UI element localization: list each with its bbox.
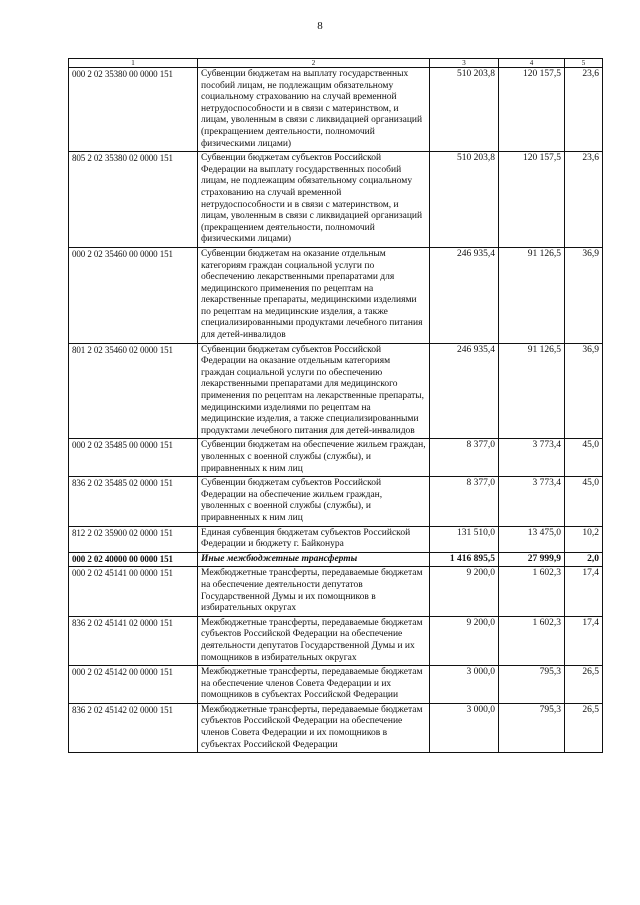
executed-amount-cell: 120 157,5 — [499, 152, 565, 248]
percent-cell: 45,0 — [565, 477, 603, 526]
plan-amount-cell: 246 935,4 — [430, 343, 499, 439]
plan-amount-cell: 3 000,0 — [430, 666, 499, 704]
percent-cell: 36,9 — [565, 247, 603, 343]
column-header-executed: 4 — [499, 59, 565, 68]
plan-amount-cell: 3 000,0 — [430, 703, 499, 752]
budget-code-cell: 000 2 02 40000 00 0000 151 — [69, 552, 198, 567]
budget-table — [68, 58, 603, 753]
budget-code-cell: 000 2 02 45141 00 0000 151 — [69, 567, 198, 616]
plan-amount-cell: 8 377,0 — [430, 477, 499, 526]
table-row — [69, 567, 603, 616]
table-row-total — [69, 552, 603, 567]
executed-amount-cell: 27 999,9 — [499, 552, 565, 567]
table-row — [69, 477, 603, 526]
executed-amount-cell: 3 773,4 — [499, 477, 565, 526]
description-cell: Субвенции бюджетам субъектов Российской Федерации на обеспечение жильем граждан, уволенных с военной службы (службы), и приравненных к ним лиц — [198, 477, 430, 526]
executed-amount-cell: 1 602,3 — [499, 616, 565, 665]
description-cell: Единая субвенция бюджетам субъектов Российской Федерации и бюджету г. Байконура — [198, 526, 430, 552]
executed-amount-cell: 795,3 — [499, 666, 565, 704]
percent-cell: 36,9 — [565, 343, 603, 439]
executed-amount-cell: 91 126,5 — [499, 247, 565, 343]
percent-cell: 23,6 — [565, 68, 603, 152]
table-row — [69, 247, 603, 343]
plan-amount-cell: 510 203,8 — [430, 68, 499, 152]
percent-cell: 17,4 — [565, 616, 603, 665]
description-cell: Межбюджетные трансферты, передаваемые бюджетам на обеспечение деятельности депутатов Государственной Думы и их помощников в избирательных округах — [198, 567, 430, 616]
description-cell: Субвенции бюджетам субъектов Российской Федерации на выплату государственных пособий лицам, не подлежащим обязательному социальному страхованию на случай временной нетрудоспособности и в связи с материнством, и лицам, уволенным в связи с ликвидацией организаций (прекращением деятельности, полномочий физическими лицами) — [198, 152, 430, 248]
description-cell: Межбюджетные трансферты, передаваемые бюджетам на обеспечение членов Совета Федерации и их помощников в субъектах Российской Федерации — [198, 666, 430, 704]
plan-amount-cell: 9 200,0 — [430, 567, 499, 616]
plan-amount-cell: 510 203,8 — [430, 152, 499, 248]
column-header-plan: 3 — [430, 59, 499, 68]
plan-amount-cell: 131 510,0 — [430, 526, 499, 552]
percent-cell: 26,5 — [565, 703, 603, 752]
budget-code-cell: 000 2 02 45142 00 0000 151 — [69, 666, 198, 704]
budget-code-cell: 836 2 02 45141 02 0000 151 — [69, 616, 198, 665]
percent-cell: 23,6 — [565, 152, 603, 248]
executed-amount-cell: 3 773,4 — [499, 439, 565, 477]
description-cell: Субвенции бюджетам на выплату государственных пособий лицам, не подлежащим обязательному социальному страхованию на случай временной нетрудоспособности и в связи с материнством, и лицам, уволенным в связи с ликвидацией организаций (прекращением деятельности, полномочий физическими лицами) — [198, 68, 430, 152]
table-row — [69, 152, 603, 248]
plan-amount-cell: 8 377,0 — [430, 439, 499, 477]
budget-code-cell: 801 2 02 35460 02 0000 151 — [69, 343, 198, 439]
description-cell: Межбюджетные трансферты, передаваемые бюджетам субъектов Российской Федерации на обеспечение членов Совета Федерации и их помощников в субъектах Российской Федерации — [198, 703, 430, 752]
table-row — [69, 666, 603, 704]
table-row — [69, 526, 603, 552]
table-row — [69, 439, 603, 477]
column-header-name: 2 — [198, 59, 430, 68]
percent-cell: 45,0 — [565, 439, 603, 477]
percent-cell: 10,2 — [565, 526, 603, 552]
executed-amount-cell: 91 126,5 — [499, 343, 565, 439]
executed-amount-cell: 1 602,3 — [499, 567, 565, 616]
budget-code-cell: 000 2 02 35460 00 0000 151 — [69, 247, 198, 343]
page-number: 8 — [317, 20, 323, 32]
table-row — [69, 703, 603, 752]
table-row — [69, 616, 603, 665]
description-cell: Субвенции бюджетам субъектов Российской Федерации на оказание отдельным категориям граждан социальной услуги по обеспечению лекарственными препаратами для медицинского применения по рецептам на лекарственные препараты, медицинскими изделиями по рецептам на медицинские изделия, а также специализированными продуктами лечебного питания для детей-инвалидов — [198, 343, 430, 439]
description-cell: Субвенции бюджетам на обеспечение жильем граждан, уволенных с военной службы (службы), и приравненных к ним лиц — [198, 439, 430, 477]
table-body — [69, 68, 603, 753]
plan-amount-cell: 1 416 895,5 — [430, 552, 499, 567]
budget-code-cell: 805 2 02 35380 02 0000 151 — [69, 152, 198, 248]
percent-cell: 2,0 — [565, 552, 603, 567]
plan-amount-cell: 9 200,0 — [430, 616, 499, 665]
description-cell: Иные межбюджетные трансферты — [198, 552, 430, 567]
table-header — [69, 59, 603, 68]
budget-code-cell: 836 2 02 45142 02 0000 151 — [69, 703, 198, 752]
budget-code-cell: 000 2 02 35485 00 0000 151 — [69, 439, 198, 477]
percent-cell: 17,4 — [565, 567, 603, 616]
budget-code-cell: 000 2 02 35380 00 0000 151 — [69, 68, 198, 152]
executed-amount-cell: 795,3 — [499, 703, 565, 752]
header-row — [69, 59, 603, 68]
table-row — [69, 68, 603, 152]
column-header-code: 1 — [69, 59, 198, 68]
plan-amount-cell: 246 935,4 — [430, 247, 499, 343]
budget-code-cell: 812 2 02 35900 02 0000 151 — [69, 526, 198, 552]
table-row — [69, 343, 603, 439]
executed-amount-cell: 120 157,5 — [499, 68, 565, 152]
description-cell: Субвенции бюджетам на оказание отдельным категориям граждан социальной услуги по обеспечению лекарственными препаратами для медицинского применения по рецептам на лекарственные препараты, медицинскими изделиями по рецептам на медицинские изделия, а также специализированными продуктами лечебного питания для детей-инвалидов — [198, 247, 430, 343]
percent-cell: 26,5 — [565, 666, 603, 704]
budget-code-cell: 836 2 02 35485 02 0000 151 — [69, 477, 198, 526]
column-header-percent: 5 — [565, 59, 603, 68]
executed-amount-cell: 13 475,0 — [499, 526, 565, 552]
description-cell: Межбюджетные трансферты, передаваемые бюджетам субъектов Российской Федерации на обеспечение деятельности депутатов Государственной Думы и их помощников в избирательных округах — [198, 616, 430, 665]
